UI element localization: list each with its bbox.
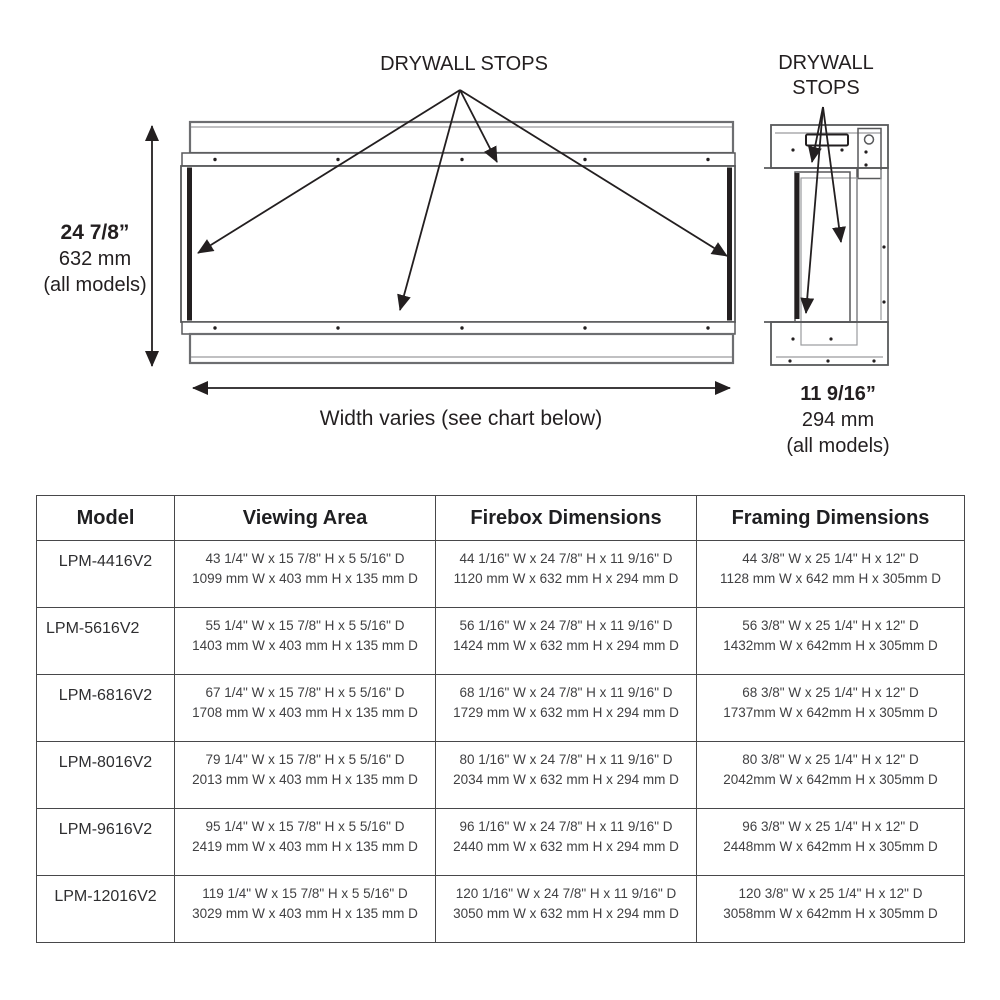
model-cell: LPM-4416V2: [37, 541, 175, 608]
depth-label-inches: 11 9/16”: [800, 383, 876, 405]
firebox-metric: 3050 mm W x 632 mm H x 294 mm D: [453, 906, 679, 921]
width-dimension: [193, 388, 730, 430]
height-dimension: [43, 126, 152, 366]
viewing-area-cell: [175, 742, 436, 809]
framing-imperial: 96 3/8" W x 25 1/4" H x 12" D: [742, 819, 919, 834]
table-row: [37, 742, 965, 809]
firebox-imperial: 80 1/16" W x 24 7/8" H x 11 9/16" D: [459, 752, 673, 767]
table-row: [37, 876, 965, 943]
height-label-mm: 632 mm: [58, 248, 132, 270]
firebox-metric: 2440 mm W x 632 mm H x 294 mm D: [453, 839, 679, 854]
viewing-area-metric: 2013 mm W x 403 mm H x 135 mm D: [192, 772, 418, 787]
table-header: [37, 496, 965, 541]
side-callout-label-line1: DRYWALL: [778, 52, 874, 74]
framing-dimensions-cell: [697, 809, 965, 876]
col-header-framing-dimensions: Framing Dimensions: [697, 496, 965, 541]
firebox-dimensions-cell: [436, 809, 697, 876]
firebox-dimensions-cell: [436, 541, 697, 608]
viewing-area-metric: 2419 mm W x 403 mm H x 135 mm D: [192, 839, 418, 854]
viewing-area-cell: [175, 608, 436, 675]
viewing-area-imperial: 43 1/4" W x 15 7/8" H x 5 5/16" D: [205, 551, 405, 566]
viewing-area-cell: [175, 541, 436, 608]
col-header-viewing-area: Viewing Area: [175, 496, 436, 541]
side-right-panel: [857, 168, 888, 322]
framing-dimensions-cell: [697, 608, 965, 675]
side-knob: [865, 135, 874, 144]
height-label-note: (all models): [43, 274, 147, 296]
viewing-area-imperial: 67 1/4" W x 15 7/8" H x 5 5/16" D: [205, 685, 405, 700]
viewing-area-imperial: 79 1/4" W x 15 7/8" H x 5 5/16" D: [205, 752, 405, 767]
firebox-dimensions-cell: [436, 742, 697, 809]
side-screw-dots: [788, 148, 885, 362]
framing-imperial: 56 3/8" W x 25 1/4" H x 12" D: [742, 618, 919, 633]
side-view-diagram: [764, 125, 888, 365]
firebox-imperial: 44 1/16" W x 24 7/8" H x 11 9/16" D: [459, 551, 673, 566]
firebox-metric: 1120 mm W x 632 mm H x 294 mm D: [453, 571, 679, 586]
width-varies-label: Width varies (see chart below): [319, 407, 603, 430]
firebox-dimensions-cell: [436, 608, 697, 675]
side-recess-front: [795, 172, 850, 322]
framing-metric: 2448mm W x 642mm H x 305mm D: [723, 839, 938, 854]
firebox-imperial: 56 1/16" W x 24 7/8" H x 11 9/16" D: [459, 618, 673, 633]
depth-dimension: [786, 383, 889, 457]
front-view-diagram: [181, 122, 735, 363]
viewing-area-cell: [175, 675, 436, 742]
side-callout-label-line2: STOPS: [792, 77, 860, 99]
col-header-model: Model: [37, 496, 175, 541]
firebox-metric: 1729 mm W x 632 mm H x 294 mm D: [453, 705, 679, 720]
viewing-area-metric: 3029 mm W x 403 mm H x 135 mm D: [192, 906, 418, 921]
front-bottom-stop-strip: [182, 322, 735, 334]
model-cell: LPM-12016V2: [37, 876, 175, 943]
framing-dimensions-cell: [697, 541, 965, 608]
framing-metric: 1432mm W x 642mm H x 305mm D: [723, 638, 938, 653]
firebox-metric: 2034 mm W x 632 mm H x 294 mm D: [453, 772, 679, 787]
framing-metric: 1128 mm W x 642 mm H x 305mm D: [719, 571, 942, 586]
framing-imperial: 68 3/8" W x 25 1/4" H x 12" D: [742, 685, 919, 700]
framing-imperial: 80 3/8" W x 25 1/4" H x 12" D: [742, 752, 919, 767]
viewing-area-metric: 1099 mm W x 403 mm H x 135 mm D: [192, 571, 418, 586]
table-row: [37, 675, 965, 742]
side-bracket: [858, 129, 881, 179]
front-main-body: [181, 166, 735, 322]
table-row: [37, 541, 965, 608]
model-cell: LPM-6816V2: [37, 675, 175, 742]
framing-imperial: 120 3/8" W x 25 1/4" H x 12" D: [738, 886, 923, 901]
dimensions-table: [36, 495, 965, 943]
depth-label-note: (all models): [786, 435, 890, 457]
framing-metric: 3058mm W x 642mm H x 305mm D: [723, 906, 938, 921]
table-body: [37, 541, 965, 943]
viewing-area-metric: 1708 mm W x 403 mm H x 135 mm D: [192, 705, 418, 720]
viewing-area-imperial: 55 1/4" W x 15 7/8" H x 5 5/16" D: [205, 618, 405, 633]
depth-label-mm: 294 mm: [801, 409, 875, 431]
front-callout-label: DRYWALL STOPS: [380, 53, 548, 75]
table-row: [37, 608, 965, 675]
viewing-area-cell: [175, 809, 436, 876]
firebox-metric: 1424 mm W x 632 mm H x 294 mm D: [453, 638, 679, 653]
side-drywall-stops-callout: [778, 52, 874, 313]
firebox-imperial: 68 1/16" W x 24 7/8" H x 11 9/16" D: [459, 685, 673, 700]
side-bottom-flange: [771, 322, 888, 365]
firebox-dimensions-cell: [436, 675, 697, 742]
table-row: [37, 809, 965, 876]
viewing-area-imperial: 95 1/4" W x 15 7/8" H x 5 5/16" D: [205, 819, 405, 834]
framing-dimensions-cell: [697, 675, 965, 742]
front-top-stop-strip: [182, 153, 735, 166]
firebox-imperial: 120 1/16" W x 24 7/8" H x 11 9/16" D: [455, 886, 677, 901]
framing-metric: 2042mm W x 642mm H x 305mm D: [723, 772, 938, 787]
framing-dimensions-cell: [697, 742, 965, 809]
viewing-area-cell: [175, 876, 436, 943]
installation-diagram: [0, 0, 1000, 470]
model-cell: LPM-5616V2: [37, 608, 175, 675]
height-label-inches: 24 7/8”: [60, 221, 130, 244]
firebox-imperial: 96 1/16" W x 24 7/8" H x 11 9/16" D: [459, 819, 673, 834]
framing-dimensions-cell: [697, 876, 965, 943]
framing-imperial: 44 3/8" W x 25 1/4" H x 12" D: [742, 551, 919, 566]
front-bottom-band: [190, 334, 733, 363]
model-cell: LPM-9616V2: [37, 809, 175, 876]
viewing-area-metric: 1403 mm W x 403 mm H x 135 mm D: [192, 638, 418, 653]
col-header-firebox-dimensions: Firebox Dimensions: [436, 496, 697, 541]
viewing-area-imperial: 119 1/4" W x 15 7/8" H x 5 5/16" D: [202, 886, 408, 901]
framing-metric: 1737mm W x 642mm H x 305mm D: [723, 705, 938, 720]
firebox-dimensions-cell: [436, 876, 697, 943]
model-cell: LPM-8016V2: [37, 742, 175, 809]
side-callout-arrows: [806, 107, 841, 313]
